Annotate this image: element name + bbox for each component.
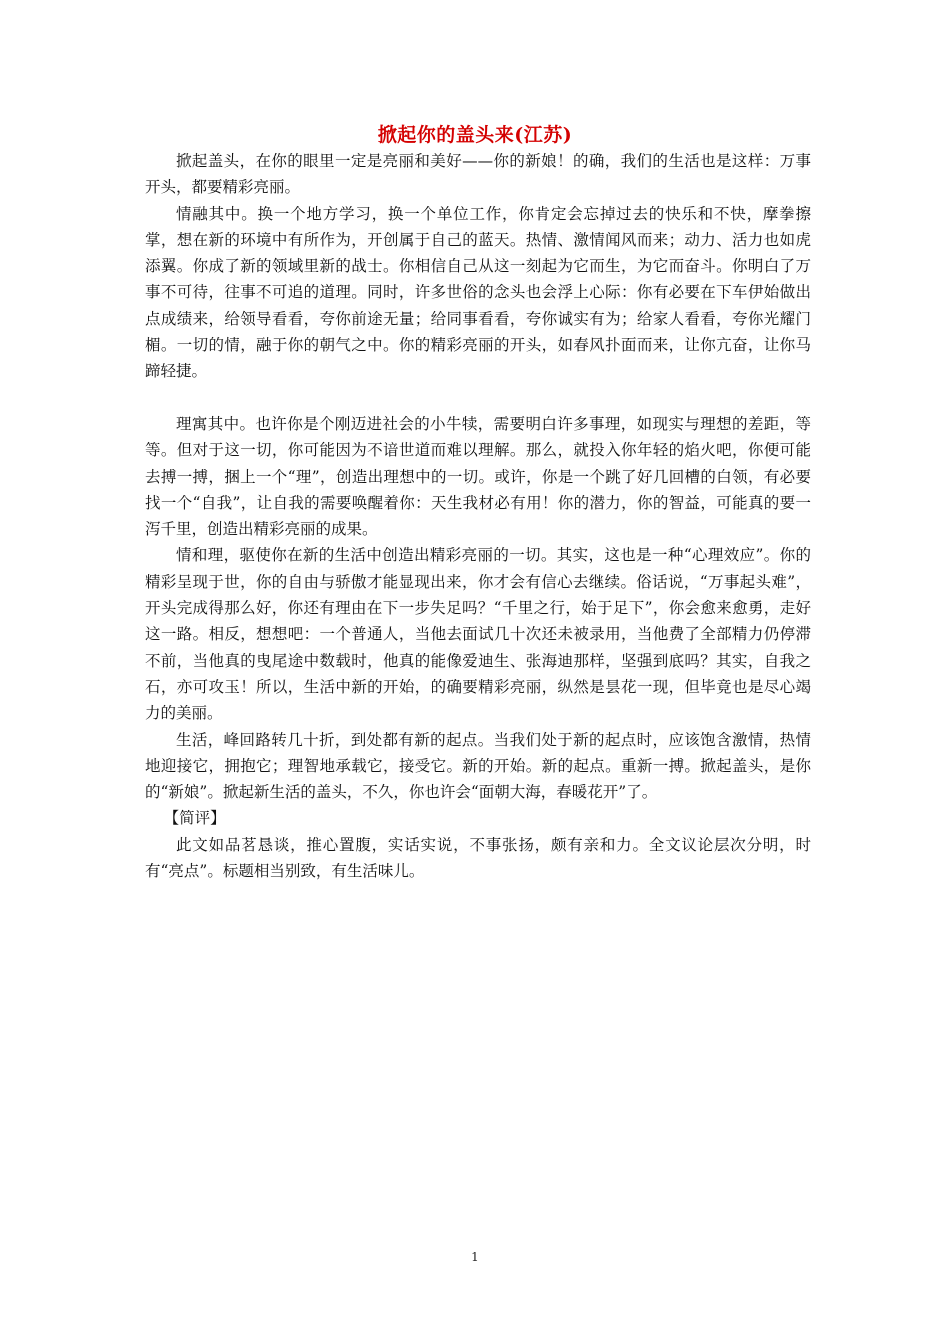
paragraph-reason: 理寓其中。也许你是个刚迈进社会的小牛犊，需要明白许多事理，如现实与理想的差距，等等。但对于这一切，你可能因为不谙世道而难以理解。那么，就投入你年轻的焰火吧，你便可能去搏一搏，捆上一个“理”，创造出理想中的一切。或许，你是一个跳了好几回槽的白领，有必要找一个“自我”，让自我的需要唤醒着你：天生我材必有用！你的潜力，你的智益，可能真的要一泻千里，创造出精彩亮丽的成果。: [145, 414, 811, 539]
blank-line: [145, 385, 811, 411]
paragraph-conclusion: 生活，峰回路转几十折，到处都有新的起点。当我们处于新的起点时，应该饱含激情，热情地迎接它，拥抱它；理智地承载它，接受它。新的开始。新的起点。重新一搏。掀起盖头，是你的“新娘”。掀起新生活的盖头，不久，你也许会“面朝大海，春暖花开”了。: [145, 730, 811, 802]
document-body: [145, 148, 811, 884]
paragraph-emotion-and-reason: 情和理，驱使你在新的生活中创造出精彩亮丽的一切。其实，这也是一种“心理效应”。你的精彩呈现于世，你的自由与骄傲才能显现出来，你才会有信心去继续。俗话说，“万事起头难”，开头完成得那么好，你还有理由在下一步失足吗？“千里之行，始于足下”，你会愈来愈勇，走好这一路。相反，想想吧：一个普通人，当他去面试几十次还未被录用，当他费了全部精力仍停滞不前，当他真的曳尾途中数载时，他真的能像爱迪生、张海迪那样，坚强到底吗？其实，自我之石，亦可攻玉！所以，生活中新的开始，的确要精彩亮丽，纵然是昙花一现，但毕竟也是尽心竭力的美丽。: [145, 546, 811, 723]
paragraph-emotion: 情融其中。换一个地方学习，换一个单位工作，你肯定会忘掉过去的快乐和不快，摩拳擦掌，想在新的环境中有所作为，开创属于自己的蓝天。热情、激情闻风而来；动力、活力也如虎添翼。你成了新的领域里新的战士。你相信自己从这一刻起为它而生，为它而奋斗。你明白了万事不可待，往事不可追的道理。同时，许多世俗的念头也会浮上心际：你有必要在下车伊始做出点成绩来，给领导看看，夸你前途无量；给同事看看，夸你诚实有为；给家人看看，夸你光耀门楣。一切的情，融于你的朝气之中。你的精彩亮丽的开头，如春风扑面而来，让你亢奋，让你马蹄轻捷。: [145, 204, 811, 381]
review-text: 此文如品茗恳谈，推心置腹，实话实说，不事张扬，颇有亲和力。全文议论层次分明，时有“亮点”。标题相当别致，有生活味儿。: [145, 835, 811, 881]
page-number: 1: [471, 1250, 479, 1264]
paragraph-intro: 掀起盖头，在你的眼里一定是亮丽和美好——你的新娘！的确，我们的生活也是这样：万事开头，都要精彩亮丽。: [145, 152, 811, 197]
review-label: 【简评】: [163, 809, 226, 828]
document-title: 掀起你的盖头来(江苏): [377, 124, 573, 146]
